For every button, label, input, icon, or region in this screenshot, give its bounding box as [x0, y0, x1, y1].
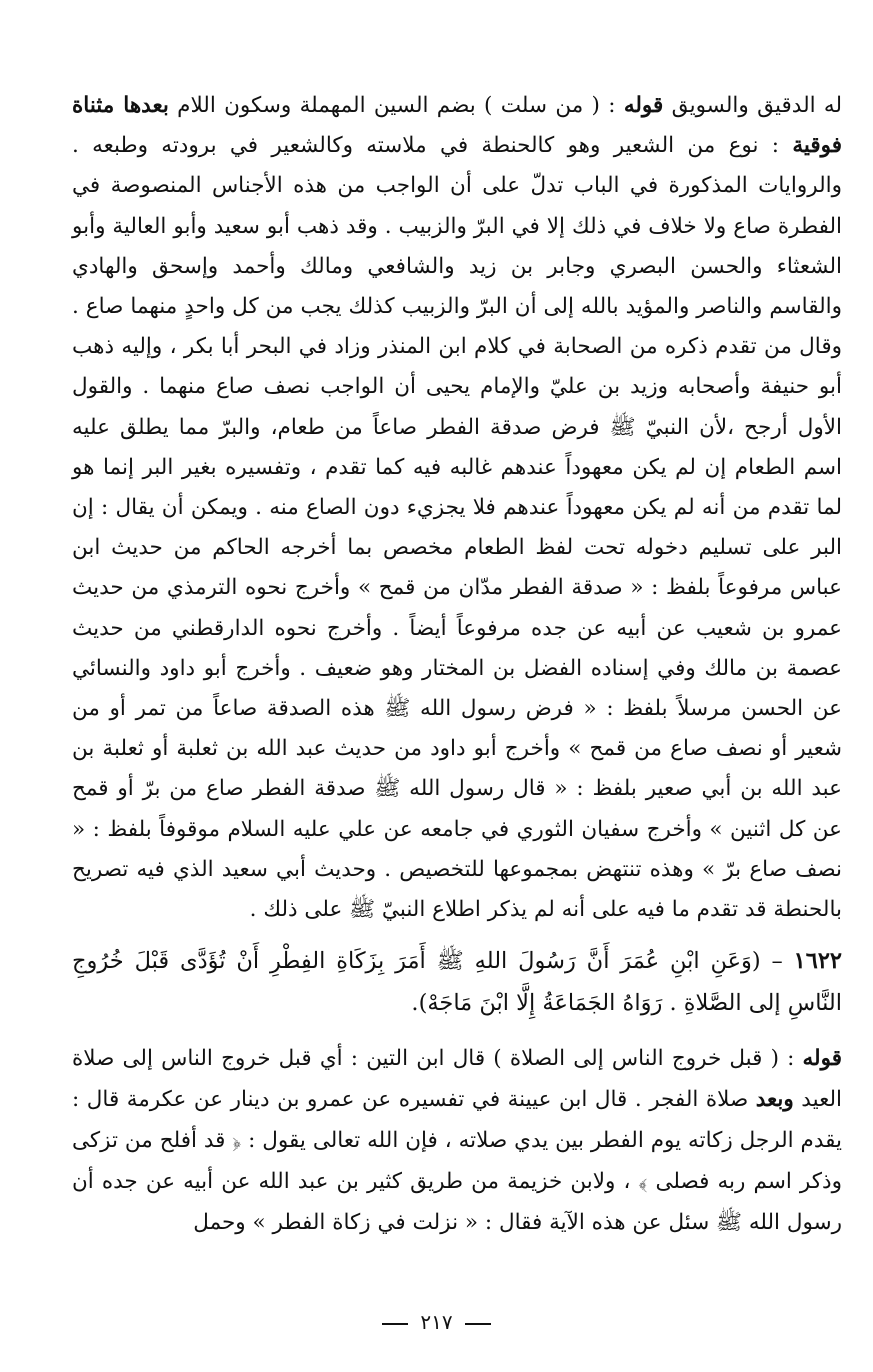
hadith-block	[72, 940, 842, 1024]
hadith-text: – (وَعَنِ ابْنِ عُمَرَ أَنَّ رَسُولَ اللهِ ﷺ أَمَرَ بِزَكَاةِ الفِطْرِ أَنْ تُؤَدَّى قَبْلَ خُرُوجِ النَّاسِ إلى الصَّلاةِ . رَوَاهُ الجَمَاعَةُ إِلَّا ابْنَ مَاجَهْ).	[72, 948, 842, 1017]
paragraph-text: صلاة الفجر . قال ابن عيينة في تفسيره عن عمرو بن دينار عن عكرمة قال : يقدم الرجل زكاته يوم الفطر بين يدي صلاته ، فإن الله تعالى يقول : ﴿ قد أفلح من تزكى وذكر اسم ربه فصلى ﴾ ، ولابن خزيمة من طريق كثير بن عبد الله عن أبيه عن جده أن رسول الله ﷺ سئل عن هذه الآية فقال : « نزلت في زكاة الفطر » وحمل	[72, 1087, 842, 1236]
bold-phrase: وبعد	[755, 1087, 794, 1113]
commentary-paragraph-2	[72, 1038, 842, 1243]
qawluh-keyword: قوله	[802, 1046, 842, 1072]
paragraph-text: : ( قبل خروج الناس إلى الصلاة ) قال ابن التين : أي قبل خروج الناس إلى صلاة العيد	[72, 1046, 842, 1113]
folio-dash-right	[382, 1323, 408, 1325]
commentary-paragraph-1	[72, 86, 842, 930]
paragraph-text: : نوع من الشعير وهو كالحنطة في ملاسته وكالشعير في برودته وطبعه . والروايات المذكورة في الباب تدلّ على أن الواجب من هذه الأجناس المنصوصة في الفطرة صاع ولا خلاف في ذلك إلا في البرّ والزبيب . وقد ذهب أبو سعيد وأبو العالية وأبو الشعثاء والحسن البصري وجابر بن زيد والشافعي ومالك وأحمد وإسحق والهادي والقاسم والناصر والمؤيد بالله إلى أن البرّ والزبيب كذلك يجب من كل واحدٍ منهما صاع . وقال من تقدم ذكره من الصحابة في كلام ابن المنذر وزاد في البحر أبا بكر ، وإليه ذهب أبو حنيفة وأصحابه وزيد بن عليّ والإمام يحيى أن الواجب نصف صاع منهما . والقول الأول أرجح ،لأن النبيّ ﷺ فرض صدقة الفطر صاعاً من طعام، والبرّ مما يطلق عليه اسم الطعام إن لم يكن معهوداً عندهم غالبه فيه كما تقدم ، وتفسيره بغير البر إنما هو لما تقدم من أنه لم يكن معهوداً عندهم فلا يجزيء دون الصاع منه . ويمكن أن يقال : إن البر على تسليم دخوله تحت لفظ الطعام مخصص بما أخرجه الحاكم من حديث ابن عباس مرفوعاً بلفظ : « صدقة الفطر مدّان من قمح » وأخرج نحوه الترمذي من حديث عمرو بن شعيب عن أبيه عن جده مرفوعاً أيضاً . وأخرج نحوه الدارقطني من حديث عصمة بن مالك وفي إسناده الفضل بن المختار وهو ضعيف . وأخرج أبو داود والنسائي عن الحسن مرسلاً بلفظ : « فرض رسول الله ﷺ هذه الصدقة صاعاً من تمر أو من شعير أو نصف صاع من قمح » وأخرج أبو داود من حديث عبد الله بن ثعلبة أو ثعلبة بن عبد الله بن أبي صعير بلفظ : « قال رسول الله ﷺ صدقة الفطر صاع من برّ أو قمح عن كل اثنين » وأخرج سفيان الثوري في جامعه عن علي عليه السلام موقوفاً بلفظ : « نصف صاع برّ » وهذه تنتهض بمجموعها للتخصيص . وحديث أبي سعيد الذي فيه تصريح بالحنطة قد تقدم ما فيه على أنه لم يذكر اطلاع النبيّ ﷺ على ذلك .	[72, 133, 842, 923]
page-body	[72, 86, 842, 1243]
page-number-footer	[0, 1310, 873, 1334]
page-number: ٢١٧	[420, 1310, 453, 1334]
paragraph-text: : ( من سلت ) بضم السين المهملة وسكون اللام	[168, 93, 624, 118]
paragraph-lead-text: له الدقيق والسويق	[663, 93, 843, 118]
folio-dash-left	[465, 1323, 491, 1325]
qawluh-keyword: قوله	[623, 93, 664, 118]
bold-phrase: بعدها مثناة فوقية	[72, 93, 842, 159]
hadith-number: ١٦٢٢	[793, 948, 842, 975]
